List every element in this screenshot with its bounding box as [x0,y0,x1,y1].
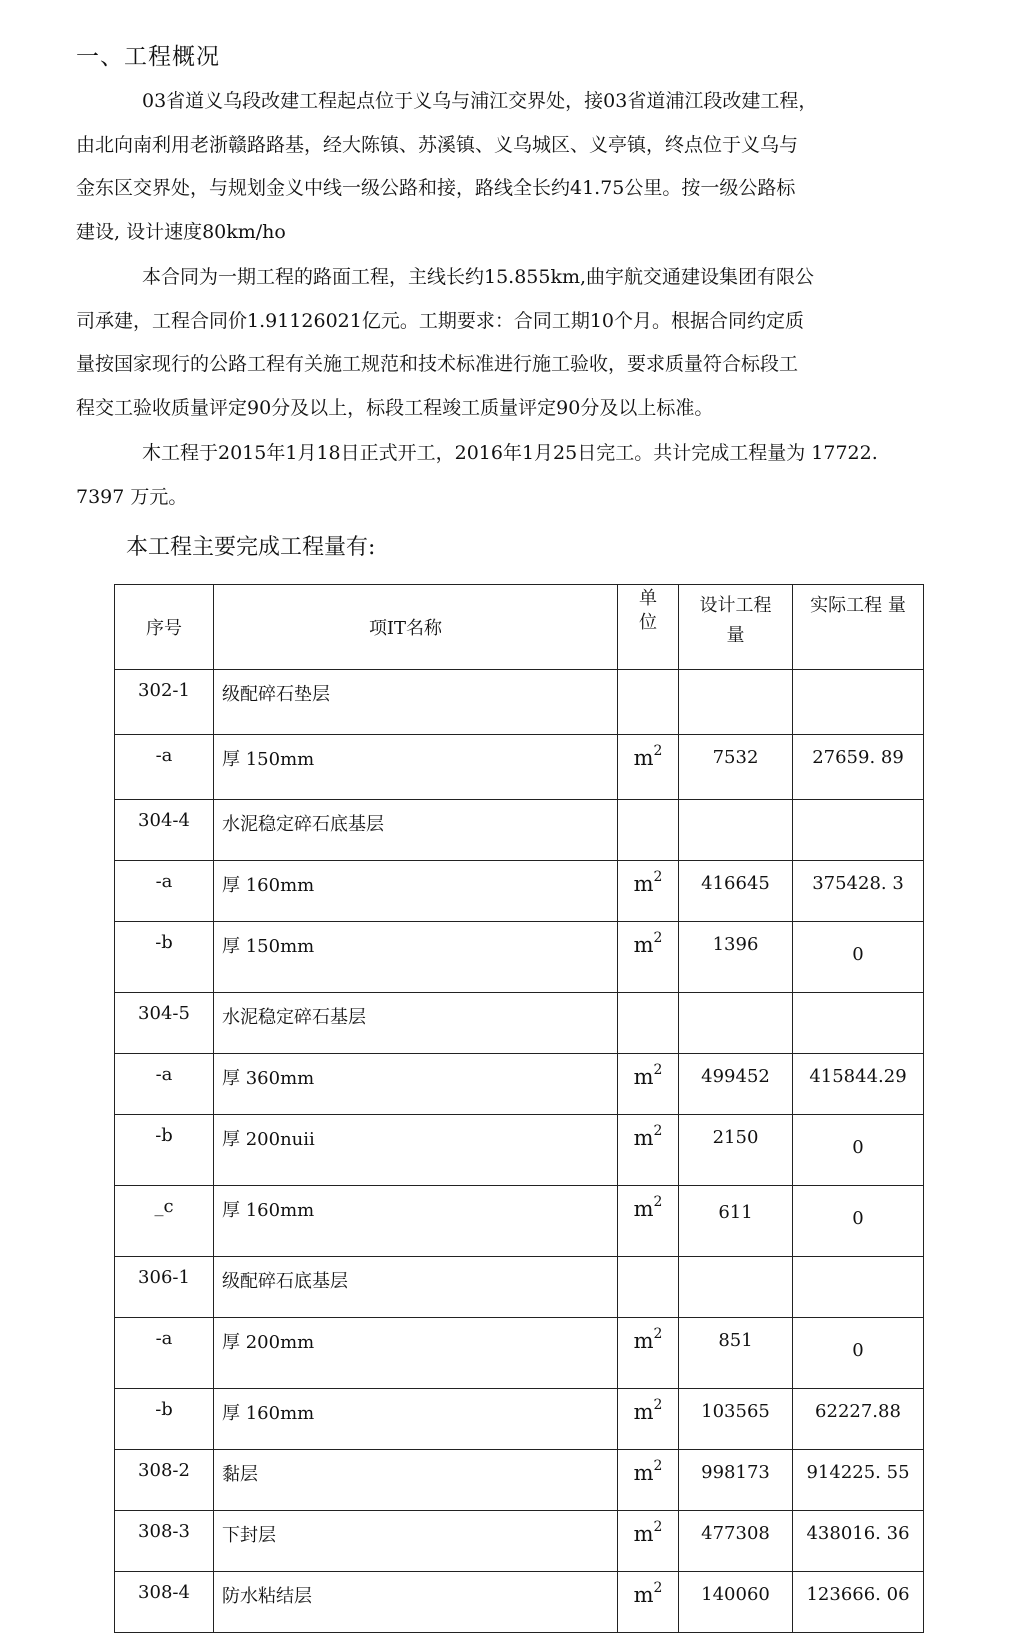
cell-actual-quantity: 438016. 36 [793,1511,924,1572]
table-row [115,1450,924,1511]
cell-unit [618,1318,679,1389]
cell-no: 304-5 [115,993,214,1054]
table-row [115,861,924,922]
cell-actual-quantity [793,670,924,735]
quantities-table [114,584,924,1633]
unit-text: m [633,1400,654,1424]
cell-design-quantity: 611 [679,1186,793,1257]
cell-unit [618,1054,679,1115]
cell-design-quantity: 998173 [679,1450,793,1511]
cell-name: 水泥稳定碎石底基层 [214,800,618,861]
cell-design-quantity: 140060 [679,1572,793,1633]
unit-text: m [633,1329,654,1353]
unit-text: m [633,1197,654,1221]
header-unit-line: 位 [639,612,657,633]
cell-design-quantity: 103565 [679,1389,793,1450]
header-name: 项IT名称 [214,585,618,670]
paragraph-line: 量按国家现行的公路工程有关施工规范和技术标准进行施工验收，要求质量符合标段工 [76,353,799,375]
cell-no: 304-4 [115,800,214,861]
cell-design-quantity [679,993,793,1054]
cell-design-quantity: 2150 [679,1115,793,1186]
cell-unit [618,1115,679,1186]
section-heading: 一、工程概况 [76,44,220,70]
cell-design-quantity [679,1257,793,1318]
cell-actual-quantity: 0 [793,922,924,993]
cell-design-quantity: 416645 [679,861,793,922]
cell-unit [618,1186,679,1257]
cell-actual-quantity: 0 [793,1115,924,1186]
cell-design-quantity: 1396 [679,922,793,993]
cell-unit [618,1511,679,1572]
unit-superscript: 2 [653,869,663,885]
cell-actual-quantity: 123666. 06 [793,1572,924,1633]
unit-superscript: 2 [653,1458,663,1474]
paragraph-contract [76,256,936,430]
cell-name: 级配碎石垫层 [214,670,618,735]
cell-no: -b [115,1115,214,1186]
unit-text: m [633,933,654,957]
unit-text: m [633,1461,654,1485]
paragraph-line: 7397 万元。 [76,485,188,508]
cell-actual-quantity: 375428. 3 [793,861,924,922]
cell-actual-quantity: 27659. 89 [793,735,924,800]
cell-no: _c [115,1186,214,1257]
paragraph-line: 03省道义乌段改建工程起点位于义乌与浦江交界处，接03省道浦江段改建工程， [142,90,818,112]
header-unit [618,585,679,670]
cell-name: 厚 200nuii [214,1115,618,1186]
paragraph-line: 金东区交界处，与规划金义中线一级公路和接，路线全长约41.75公里。按一级公路标 [76,177,796,199]
paragraph-line: 建设, 设计速度80km/ho [76,220,286,243]
cell-no: -a [115,1054,214,1115]
cell-no: 308-2 [115,1450,214,1511]
unit-superscript: 2 [653,930,663,946]
cell-name: 厚 200mm [214,1318,618,1389]
cell-design-quantity: 477308 [679,1511,793,1572]
table-row [115,1389,924,1450]
header-actual-quantity: 实际工程 量 [793,585,924,670]
cell-design-quantity [679,670,793,735]
cell-design-quantity: 7532 [679,735,793,800]
table-row [115,1257,924,1318]
cell-unit [618,922,679,993]
table-caption: 本工程主要完成工程量有: [126,535,376,560]
paragraph-line: 由北向南利用老浙赣路路基，经大陈镇、苏溪镇、义乌城区、义亭镇，终点位于义乌与 [76,133,799,156]
cell-no: -a [115,1318,214,1389]
table-row [115,993,924,1054]
cell-unit [618,1389,679,1450]
table-row [115,800,924,861]
cell-no: 306-1 [115,1257,214,1318]
cell-unit [618,1257,679,1318]
table-row [115,1511,924,1572]
cell-unit [618,861,679,922]
cell-no: -a [115,861,214,922]
table-row [115,1186,924,1257]
unit-superscript: 2 [653,1519,663,1535]
table-body [115,670,924,1633]
cell-design-quantity: 499452 [679,1054,793,1115]
cell-actual-quantity: 0 [793,1186,924,1257]
header-unit-line: 单 [639,588,657,609]
cell-unit [618,1450,679,1511]
cell-name: 厚 150mm [214,922,618,993]
unit-superscript: 2 [653,1397,663,1413]
table-row [115,735,924,800]
cell-unit [618,735,679,800]
unit-superscript: 2 [653,743,663,759]
paragraph-overview [76,80,936,254]
unit-superscript: 2 [653,1123,663,1139]
cell-no: -b [115,1389,214,1450]
cell-name: 厚 160mm [214,861,618,922]
unit-superscript: 2 [653,1326,663,1342]
paragraph-schedule [76,432,936,519]
table-row [115,1054,924,1115]
cell-actual-quantity [793,993,924,1054]
cell-design-quantity [679,800,793,861]
table-row [115,922,924,993]
unit-superscript: 2 [653,1194,663,1210]
header-design-line: 设计工程 [699,595,772,616]
cell-no: -b [115,922,214,993]
cell-name: 厚 160mm [214,1389,618,1450]
table-row [115,670,924,735]
table-row [115,1572,924,1633]
unit-text: m [633,1522,654,1546]
unit-text: m [633,1583,654,1607]
cell-unit [618,670,679,735]
header-no: 序号 [115,585,214,670]
unit-superscript: 2 [653,1580,663,1596]
cell-unit [618,800,679,861]
cell-actual-quantity [793,800,924,861]
cell-no: 302-1 [115,670,214,735]
unit-text: m [633,746,654,770]
paragraph-line: 程交工验收质量评定90分及以上，标段工程竣工质量评定90分及以上标准。 [76,396,714,419]
unit-text: m [633,1065,654,1089]
paragraph-line: 司承建，工程合同价1.91126021亿元。工期要求：合同工期10个月。根据合同约定质 [76,309,805,332]
cell-name: 黏层 [214,1450,618,1511]
cell-name: 厚 360mm [214,1054,618,1115]
cell-actual-quantity: 914225. 55 [793,1450,924,1511]
cell-no: 308-3 [115,1511,214,1572]
unit-superscript: 2 [653,1062,663,1078]
cell-name: 厚 150mm [214,735,618,800]
paragraph-line: 本合同为一期工程的路面工程，主线长约15.855km,曲宇航交通建设集团有限公 [142,266,815,288]
cell-name: 防水粘结层 [214,1572,618,1633]
cell-no: 308-4 [115,1572,214,1633]
cell-design-quantity: 851 [679,1318,793,1389]
table-header-row [115,585,924,670]
cell-name: 级配碎石底基层 [214,1257,618,1318]
unit-text: m [633,1126,654,1150]
cell-unit [618,993,679,1054]
cell-actual-quantity: 0 [793,1318,924,1389]
cell-name: 水泥稳定碎石基层 [214,993,618,1054]
cell-name: 下封层 [214,1511,618,1572]
header-design-quantity [679,585,793,670]
cell-unit [618,1572,679,1633]
paragraph-line: 木工程于2015年1月18日正式开工，2016年1月25日完工。共计完成工程量为 17722. [142,442,878,464]
unit-text: m [633,872,654,896]
cell-name: 厚 160mm [214,1186,618,1257]
table-row [115,1318,924,1389]
header-design-line: 量 [726,625,745,646]
table-row [115,1115,924,1186]
cell-actual-quantity: 62227.88 [793,1389,924,1450]
cell-no: -a [115,735,214,800]
cell-actual-quantity [793,1257,924,1318]
cell-actual-quantity: 415844.29 [793,1054,924,1115]
